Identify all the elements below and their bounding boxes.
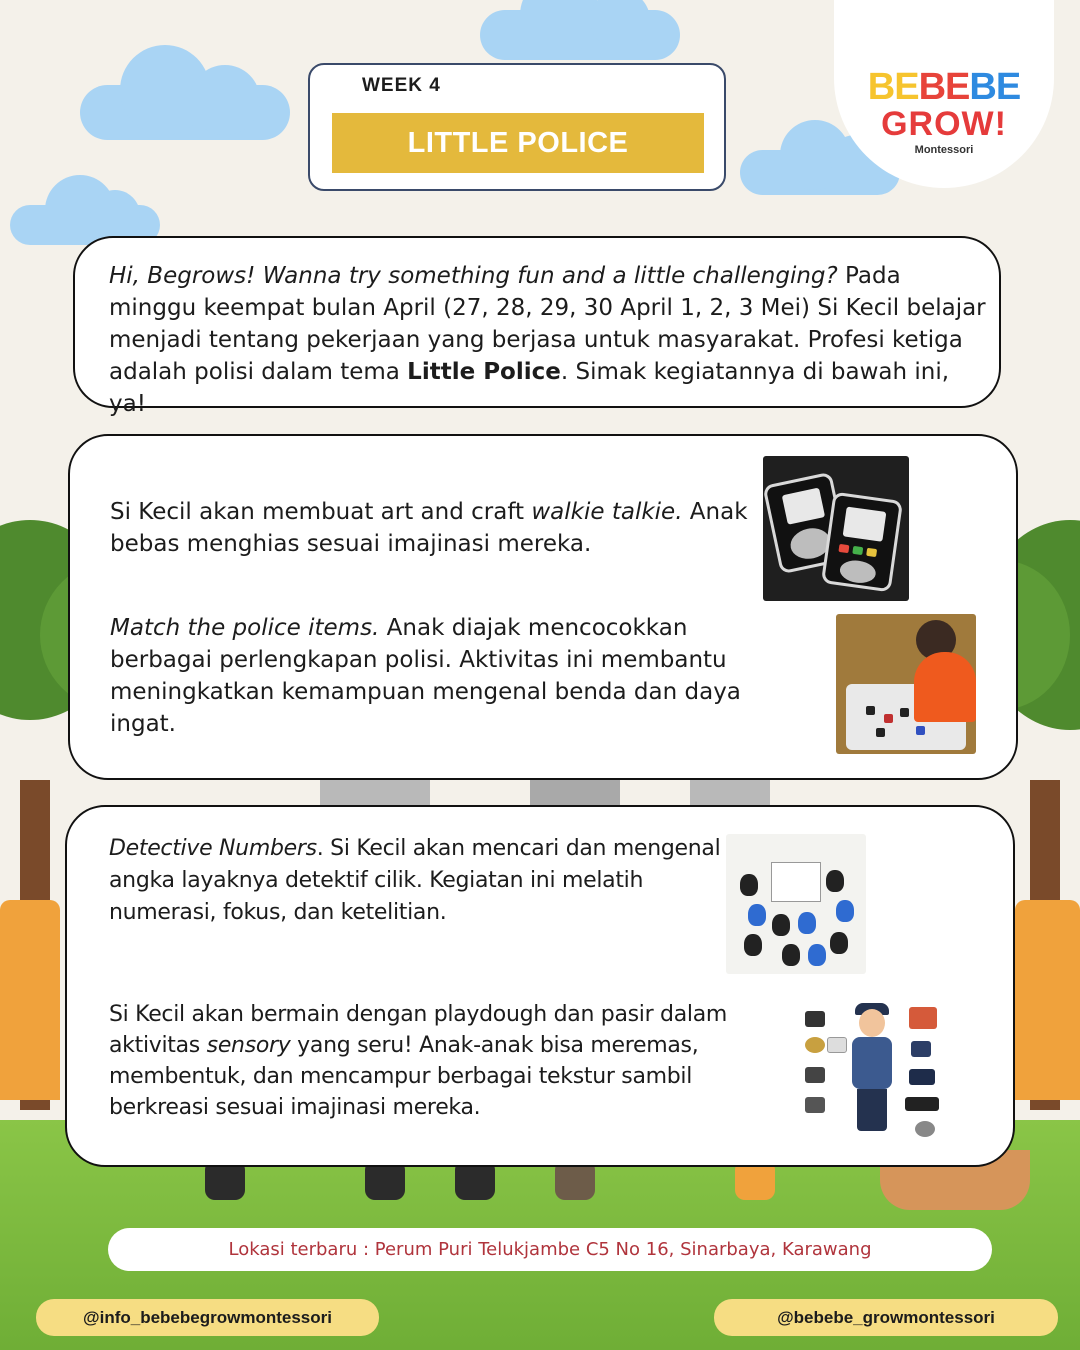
activity-card-2 [65,805,1015,1167]
fence-decoration [1015,900,1080,1100]
police-items-photo [836,614,976,754]
handprint-chart-photo [726,834,866,974]
theme-title-bar [332,113,704,173]
theme-title: LITTLE POLICE [407,126,629,159]
activity-card-1 [68,434,1018,780]
logo-subtitle: Montessori [914,144,974,156]
intro-theme-bold: Little Police [407,359,561,385]
intro-text-part: . Simak kegiatannya di bawah ini, ya! [109,359,950,417]
intro-italic-lead: Hi, Begrows! Wanna try something fun and a little challenging? [109,263,838,289]
fence-decoration [0,900,60,1100]
police-officer-illustration [797,997,947,1142]
cloud-decoration [80,85,290,140]
walkie-talkie-photo [763,456,909,601]
social-handle-left[interactable] [36,1299,379,1336]
week-header-card [308,63,726,191]
intro-text-part: Pada minggu keempat bulan April (27, 28, 29, 30 April 1, 2, 3 Mei) Si Kecil belajar menjadi tentang pekerjaan yang berjasa untuk masyarakat. Profesi ketiga adalah polisi dalam tema [109,263,986,385]
social-handle-right-text: @bebebe_growmontessori [777,1307,995,1327]
location-bar [108,1228,992,1271]
activity-walkie-talkie-text: Si Kecil akan membuat art and craft walkie talkie. Anak bebas menghias sesuai imajinasi mereka. [110,499,748,557]
chart-note-card [771,862,821,902]
activity-detective-numbers-text: Detective Numbers. Si Kecil akan mencari dan mengenal angka layaknya detektif cilik. Kegiatan ini melatih numerasi, fokus, dan ketelitian. [109,836,721,925]
cloud-decoration [480,10,680,60]
location-text: Lokasi terbaru : Perum Puri Telukjambe C5 No 16, Sinarbaya, Karawang [228,1239,872,1260]
week-label: WEEK 4 [362,75,441,96]
activity-match-items-text: Match the police items. Anak diajak mencocokkan berbagai perlengkapan polisi. Aktivitas ini membantu meningkatkan kemampuan mengenal benda dan daya ingat. [110,615,741,737]
social-handle-left-text: @info_bebebegrowmontessori [83,1307,332,1327]
intro-card [73,236,1001,417]
activity-sensory-play-text: Si Kecil akan bermain dengan playdough dan pasir dalam aktivitas sensory yang seru! Anak-anak bisa meremas, membentuk, dan mencampur berbagai tekstur sambil berkreasi sesuai imajinasi mereka. [109,1002,728,1120]
logo-wordmark-top: BEBEBE [867,66,1021,108]
intro-paragraph [109,260,987,420]
social-handle-right[interactable] [714,1299,1058,1336]
logo-wordmark-grow: GROW! [881,105,1007,143]
